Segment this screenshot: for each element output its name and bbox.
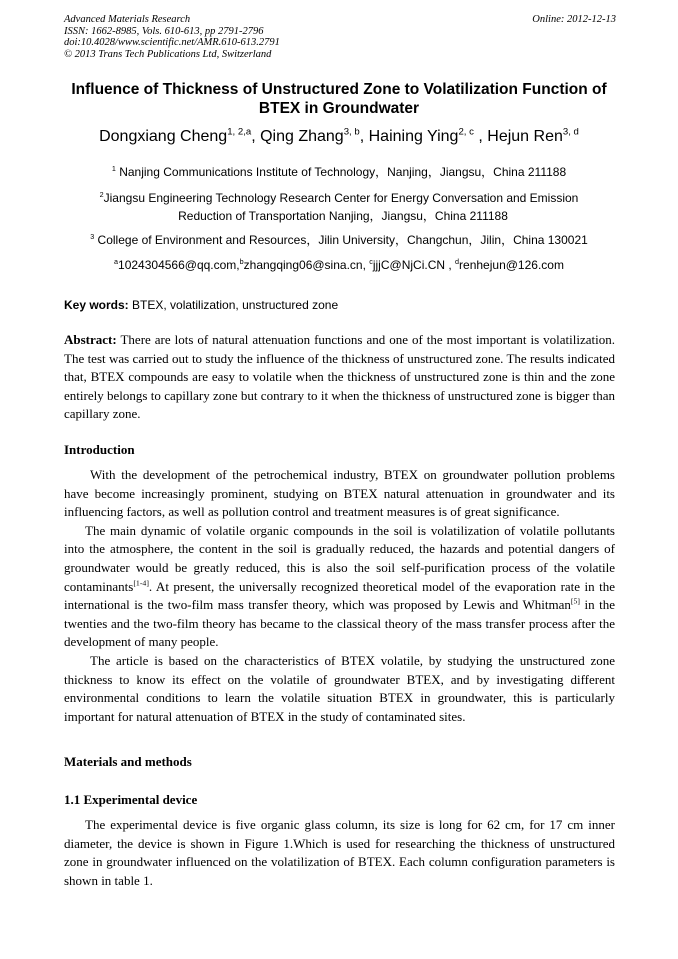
- methods-body: [64, 816, 615, 890]
- journal-name: Advanced Materials Research: [64, 14, 191, 25]
- email-link[interactable]: jjjC@NjCi.CN ,: [372, 258, 456, 272]
- issn-line: ISSN: 1662-8985, Vols. 610-613, pp 2791-2796: [64, 25, 264, 37]
- paragraph: The article is based on the characteristics of BTEX volatile, by studying the unstructured zone thickness to know its effect on the volatile of groundwater BTEX, and by investigating different environmental conditions to learn the volatile situation BTEX in groundwater, this is particularly important for natural attenuation of BTEX in the study of contaminated sites.: [64, 652, 615, 724]
- email-link[interactable]: renhejun@126.com: [459, 258, 564, 272]
- author-name: Dongxiang Cheng: [99, 128, 228, 145]
- keywords: [64, 297, 616, 313]
- doi-line: doi:10.4028/www.scientific.net/AMR.610-613.2791: [64, 37, 280, 48]
- author-name: Hejun Ren: [487, 128, 563, 145]
- author-name: Qing Zhang: [260, 128, 344, 145]
- section-heading-methods: Materials and methods: [64, 754, 192, 769]
- affiliation-1: $^1$ Nanjing Communications Institute of Technology，Nanjing，Jiangsu，China 211188: [111, 164, 567, 179]
- affiliation-2: $^2$Jiangsu Engineering Technology Research Center for Energy Conversation and Emission Reduction of Transportation Nanjing，Jiangsu，China 211188: [99, 190, 579, 223]
- abstract-label: Abstract:: [64, 332, 117, 347]
- section-heading-introduction: Introduction: [64, 442, 135, 457]
- author-affil-mark: 3, d: [562, 126, 579, 138]
- author-affil-mark: 2, c: [458, 126, 474, 138]
- email-link[interactable]: zhangqing06@sina.cn,: [243, 258, 370, 272]
- paragraph: The main dynamic of volatile organic compounds in the soil is volatilization of volatile pollutants into the atmosphere, the content in the soil is gradually reduced, the hazards and potential dangers of groundwater would be greatly reduced, this is also the soil self-purification process of the volatile contaminants[1-4]. At present, the universally recognized theoretical model of the evaporation rate in the international is the two-film mass transfer theory, which was proposed by Lewis and Whitman[5] in the twenties and the two-film theory has became to the classical theory of the mass transfer process after the development of many people.: [64, 522, 615, 650]
- author-emails: $^a$1024304566@qq.com,$^b$zhangqing06@sina.cn, $^c$jjjC@NjCi.CN , $^d$renhejun@126.com: [114, 257, 564, 272]
- subsection-heading-device: 1.1 Experimental device: [64, 792, 198, 807]
- keywords-text: BTEX, volatilization, unstructured zone: [128, 298, 339, 312]
- citation-ref[interactable]: [5]: [570, 596, 580, 606]
- keywords-label: Key words:: [64, 298, 129, 312]
- paper-title: Influence of Thickness of Unstructured Zone to Volatilization Function of BTEX in Groundwater: [71, 81, 607, 117]
- paragraph: With the development of the petrochemical industry, BTEX on groundwater pollution problems have become increasingly prominent, studying on BTEX natural attenuation in groundwater and its influencing factors, as well as pollution control and treatment measures is of great significance.: [64, 467, 615, 520]
- introduction-body: [64, 466, 615, 726]
- author-affil-mark: 3, b: [343, 126, 360, 138]
- abstract-text: There are lots of natural attenuation functions and one of the most important is volatilization. The test was carried out to study the influence of the thickness of unstructured zone. The results indicated that, BTEX compounds are easy to volatile when the thickness of unstructured zone is thin and the zone entirely belongs to capillary zone but contrary to it when the thickness of unstructured zone is bigger than capillary zone.: [64, 332, 615, 422]
- copyright-line: © 2013 Trans Tech Publications Ltd, Switzerland: [64, 48, 272, 60]
- online-date: Online: 2012-12-13: [532, 14, 616, 25]
- email-link[interactable]: 1024304566@qq.com,: [118, 258, 240, 272]
- author-affil-mark: 1, 2,a: [227, 126, 252, 138]
- paragraph: The experimental device is five organic glass column, its size is long for 62 cm, for 17 cm inner diameter, the device is shown in Figure 1.Which is used for researching the thickness of unstructured zone in groundwater influenced on the volatilization of BTEX. Each column configuration parameters is shown in table 1.: [64, 817, 615, 888]
- citation-ref[interactable]: [1-4]: [133, 578, 149, 588]
- author-list: Dongxiang Cheng$^{1, 2,a}$, Qing Zhang$^{3, b}$, Haining Ying$^{2, c}$ , Hejun Ren$^{3, d}$: [99, 126, 579, 145]
- abstract: [64, 331, 615, 424]
- affiliation-3: $^3$ College of Environment and Resources，Jilin University，Changchun，Jilin，China 130021: [90, 232, 588, 247]
- journal-header: [64, 14, 616, 60]
- author-name: Haining Ying: [368, 128, 459, 145]
